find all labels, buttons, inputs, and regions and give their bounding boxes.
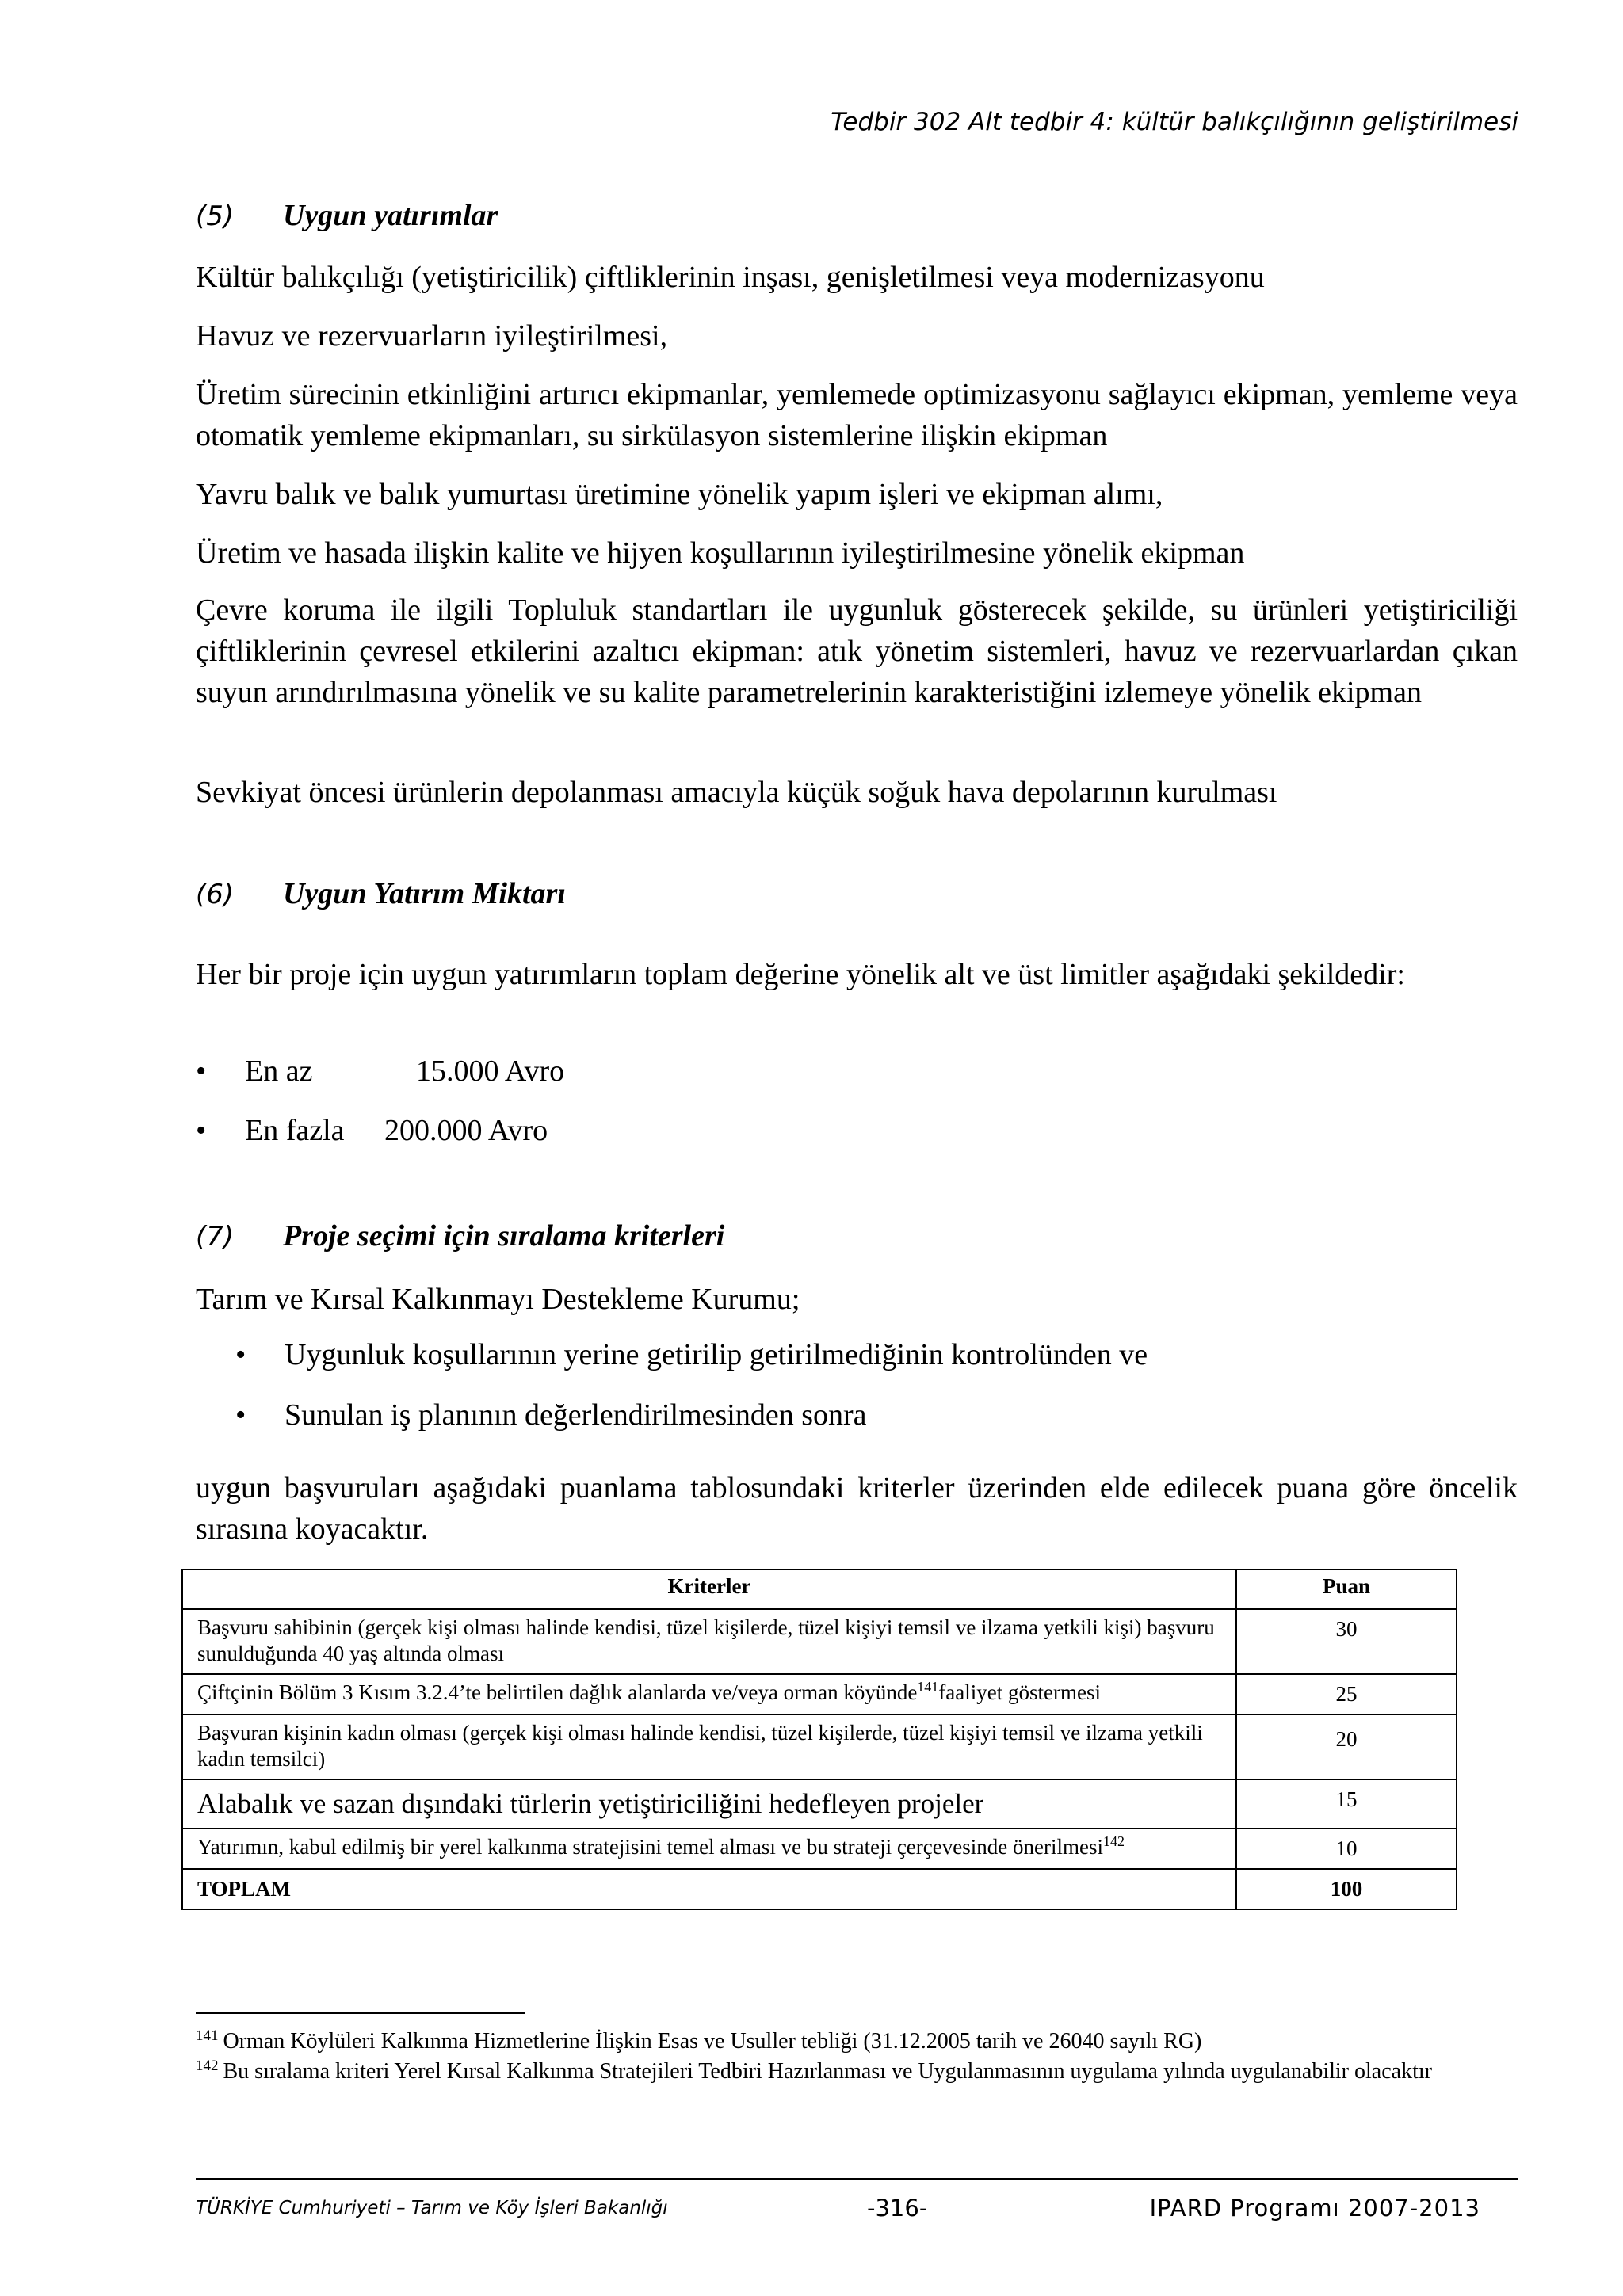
criteria-text-tail: faaliyet göstermesi: [938, 1680, 1101, 1704]
eligible-investment-1: Kültür balıkçılığı (yetiştiricilik) çiftliklerinin inşası, genişletilmesi veya modernizasyonu: [196, 261, 1265, 294]
limit-max-value: 200.000 Avro: [384, 1114, 548, 1147]
investment-amount-intro: Her bir proje için uygun yatırımların toplam değerine yönelik alt ve üst limitler aşağıdaki şekildedir:: [196, 958, 1405, 991]
page-number: -316-: [867, 2195, 928, 2222]
total-points: 100: [1236, 1869, 1457, 1909]
bullet-dot: •: [235, 1398, 246, 1432]
footnote-ref-141[interactable]: 141: [917, 1679, 939, 1695]
section-5-title: Uygun yatırımlar: [283, 199, 498, 232]
eligible-investment-2: Havuz ve rezervuarların iyileştirilmesi,: [196, 319, 668, 353]
table-row: [182, 1674, 1457, 1714]
points-header: Puan: [1236, 1569, 1457, 1609]
criteria-cell: Başvuran kişinin kadın olması (gerçek kişi olması halinde kendisi, tüzel kişilerde, tüzel kişiyi temsil ve ilzama yetkili kadın temsilci): [182, 1714, 1236, 1779]
criteria-text: Çiftçinin Bölüm 3 Kısım 3.2.4’te belirtilen dağlık alanlarda ve/veya orman köyünde: [197, 1680, 918, 1704]
section-7-heading: [196, 1219, 724, 1253]
criteria-text: Yatırımın, kabul edilmiş bir yerel kalkınma stratejisini temel alması ve bu strateji çerçevesinde önerilmesi: [197, 1835, 1103, 1859]
eligible-investment-5: Üretim ve hasada ilişkin kalite ve hijyen koşullarının iyileştirilmesine yönelik ekipman: [196, 536, 1245, 570]
footnote-142: [196, 2058, 1518, 2085]
table-row: [182, 1779, 1457, 1829]
selection-bullet-1-text: Uygunluk koşullarının yerine getirilip getirilmediğinin kontrolünden ve: [285, 1338, 1148, 1371]
selection-bullet-2-text: Sunulan iş planının değerlendirilmesinden sonra: [285, 1398, 867, 1432]
section-7-number: (7): [196, 1221, 235, 1253]
footnote-ref-142[interactable]: 142: [1102, 1833, 1125, 1849]
total-label: TOPLAM: [182, 1869, 1236, 1909]
footnote-number: 141: [196, 2027, 219, 2044]
points-cell: 15: [1236, 1779, 1457, 1829]
points-cell: 25: [1236, 1674, 1457, 1714]
table-header-row: [182, 1569, 1457, 1609]
points-cell: 10: [1236, 1829, 1457, 1869]
section-6-heading: [196, 876, 566, 911]
section-5-heading: [196, 198, 498, 233]
criteria-cell: Alabalık ve sazan dışındaki türlerin yetiştiriciliğini hedefleyen projeler: [182, 1779, 1236, 1829]
total-row: [182, 1869, 1457, 1909]
section-7-title: Proje seçimi için sıralama kriterleri: [283, 1219, 725, 1253]
footnote-141: [196, 2028, 1518, 2055]
eligible-investment-6: Çevre koruma ile ilgili Topluluk standartları ile uygunluk gösterecek şekilde, su ürünleri yetiştiriciliği çiftliklerinin çevresel etkilerini azaltıcı ekipman: atık yönetim sistemleri, havuz ve rezervuarlardan çıkan suyun arındırılmasına yönelik ve su kalite parametrelerinin karakteristiğini izlemeye yönelik ekipman: [196, 593, 1518, 709]
table-row: [182, 1714, 1457, 1779]
criteria-cell: [182, 1674, 1236, 1714]
criteria-cell: Başvuru sahibinin (gerçek kişi olması halinde kendisi, tüzel kişilerde, tüzel kişiyi temsil ve ilzama yetkili kişi) başvuru sunulduğunda 40 yaş altında olması: [182, 1609, 1236, 1674]
criteria-header: Kriterler: [182, 1569, 1236, 1609]
running-header: Tedbir 302 Alt tedbir 4: kültür balıkçılığının geliştirilmesi: [831, 108, 1518, 136]
footnote-number: 142: [196, 2057, 219, 2074]
footnote-text: Orman Köylüleri Kalkınma Hizmetlerine İlişkin Esas ve Usuller tebliği (31.12.2005 tarih ve 26040 sayılı RG): [223, 2029, 1202, 2054]
footer-program: IPARD Programı 2007-2013: [1149, 2195, 1480, 2222]
bullet-dot: •: [235, 1338, 246, 1371]
footnote-separator: [196, 2012, 525, 2014]
footnote-text: Bu sıralama kriteri Yerel Kırsal Kalkınma Stratejileri Tedbiri Hazırlanması ve Uygulanmasının uygulama yılında uygulanabilir olacaktır: [223, 2059, 1432, 2084]
section-6-number: (6): [196, 879, 235, 910]
footer-separator: [196, 2178, 1518, 2180]
eligible-investment-7: Sevkiyat öncesi ürünlerin depolanması amacıyla küçük soğuk hava depolarının kurulması: [196, 776, 1277, 809]
table-row: [182, 1609, 1457, 1674]
selection-intro: Tarım ve Kırsal Kalkınmayı Destekleme Kurumu;: [196, 1283, 800, 1316]
limit-min-value: 15.000 Avro: [416, 1055, 565, 1088]
section-6-title: Uygun Yatırım Miktarı: [283, 877, 566, 910]
section-5-number: (5): [196, 200, 235, 232]
limit-max-label: En fazla: [245, 1114, 345, 1147]
scoring-table: [181, 1569, 1457, 1910]
footer-ministry: TÜRKİYE Cumhuriyeti – Tarım ve Köy İşleri Bakanlığı: [196, 2198, 668, 2218]
eligible-investment-4: Yavru balık ve balık yumurtası üretimine yönelik yapım işleri ve ekipman alımı,: [196, 478, 1163, 511]
points-cell: 20: [1236, 1714, 1457, 1779]
criteria-cell: [182, 1829, 1236, 1869]
bullet-dot: •: [196, 1055, 207, 1088]
points-cell: 30: [1236, 1609, 1457, 1674]
eligible-investment-3: Üretim sürecinin etkinliğini artırıcı ekipmanlar, yemlemede optimizasyonu sağlayıcı ekipman, yemleme veya otomatik yemleme ekipmanları, su sirkülasyon sistemlerine ilişkin ekipman: [196, 378, 1518, 452]
bullet-dot: •: [196, 1114, 207, 1147]
limit-min-label: En az: [245, 1055, 313, 1088]
selection-outro: uygun başvuruları aşağıdaki puanlama tablosundaki kriterler üzerinden elde edilecek puana göre öncelik sırasına koyacaktır.: [196, 1471, 1518, 1546]
table-row: [182, 1829, 1457, 1869]
